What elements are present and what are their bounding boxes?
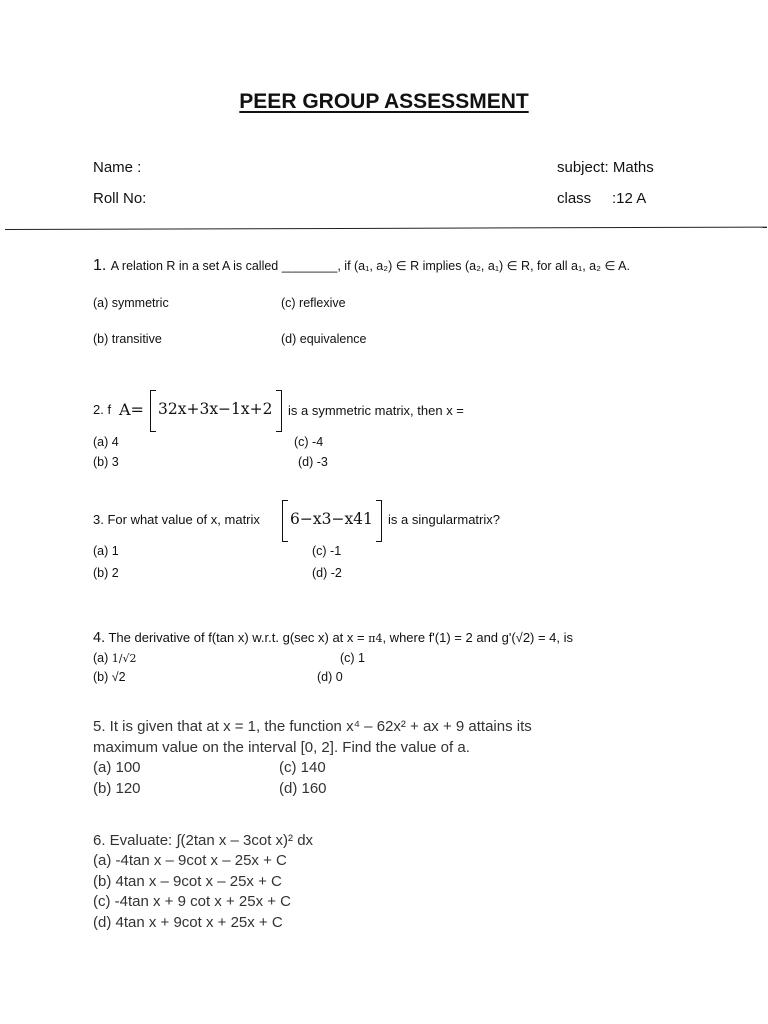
option-a: [93, 651, 136, 665]
option-c: (c) -4: [294, 435, 324, 449]
question-text: The derivative of f(tan x) w.r.t. g(sec x) at x =: [108, 630, 369, 645]
question-3-suffix: is a singularmatrix?: [388, 512, 500, 527]
option-a: (a) 1: [93, 544, 119, 558]
question-4: [93, 630, 573, 646]
option-b: (b) 3: [93, 455, 119, 469]
question-2-suffix: is a symmetric matrix, then x =: [288, 403, 464, 418]
option-value: 1/√2: [111, 652, 137, 665]
roll-no-label: Roll No:: [93, 190, 147, 207]
matrix-entries: 6−x3−x41: [290, 510, 373, 528]
page-title: PEER GROUP ASSESSMENT: [239, 90, 529, 113]
option-b: (b) 4tan x – 9cot x – 25x + C: [93, 873, 282, 890]
question-text: A relation R in a set A is called ________, if (a₁, a₂) ∈ R implies (a₂, a₁) ∈ R, for all a₁, a₂ ∈ A.: [110, 259, 630, 273]
option-label: (a): [93, 651, 112, 665]
question-text-end: , where f'(1) = 2 and g'(√2) = 4, is: [382, 630, 574, 645]
class-value: :12 A: [612, 190, 647, 207]
option-c: (c) 140: [279, 759, 326, 776]
option-a: (a) 100: [93, 759, 141, 776]
right-bracket: [276, 390, 282, 432]
question-5-line-2: maximum value on the interval [0, 2]. Find the value of a.: [93, 739, 470, 756]
pi-over-4: π4: [368, 632, 383, 645]
option-b: (b) √2: [93, 670, 126, 684]
option-a: (a) -4tan x – 9cot x – 25x + C: [93, 852, 287, 869]
option-d: (d) 0: [317, 670, 343, 684]
option-b: (b) transitive: [93, 332, 162, 346]
subject-label: subject: Maths: [557, 159, 654, 176]
option-d: (d) -2: [312, 566, 342, 580]
question-5-line-1: 5. It is given that at x = 1, the function x⁴ – 62x² + ax + 9 attains its: [93, 718, 532, 735]
question-1: [93, 257, 630, 275]
matrix-q2: [150, 394, 282, 434]
option-b: (b) 120: [93, 780, 141, 797]
left-bracket: [282, 500, 288, 542]
name-label: Name :: [93, 159, 142, 176]
question-number: 1.: [93, 257, 107, 274]
matrix-entries: 32x+3x−1x+2: [158, 400, 273, 418]
left-bracket: [150, 390, 156, 432]
question-2-prefix: 2. f: [93, 402, 112, 417]
question-3-prefix: 3. For what value of x, matrix: [93, 512, 260, 527]
option-c: (c) -1: [312, 544, 342, 558]
option-d: (d) 160: [279, 780, 327, 797]
option-a: (a) symmetric: [93, 296, 169, 310]
option-c: (c) 1: [340, 651, 365, 665]
question-number: 4.: [93, 630, 106, 646]
class-label: class: [557, 190, 592, 207]
question-6: 6. Evaluate: ∫(2tan x – 3cot x)² dx: [93, 832, 314, 849]
option-d: (d) -3: [298, 455, 328, 469]
option-c: (c) reflexive: [281, 296, 346, 310]
option-d: (d) equivalence: [281, 332, 367, 346]
matrix-q3: [282, 504, 382, 544]
matrix-name: A=: [119, 400, 144, 419]
option-b: (b) 2: [93, 566, 119, 580]
option-d: (d) 4tan x + 9cot x + 25x + C: [93, 914, 283, 931]
right-bracket: [376, 500, 382, 542]
option-c: (c) -4tan x + 9 cot x + 25x + C: [93, 893, 292, 910]
header-divider: [5, 227, 767, 230]
option-a: (a) 4: [93, 435, 119, 449]
